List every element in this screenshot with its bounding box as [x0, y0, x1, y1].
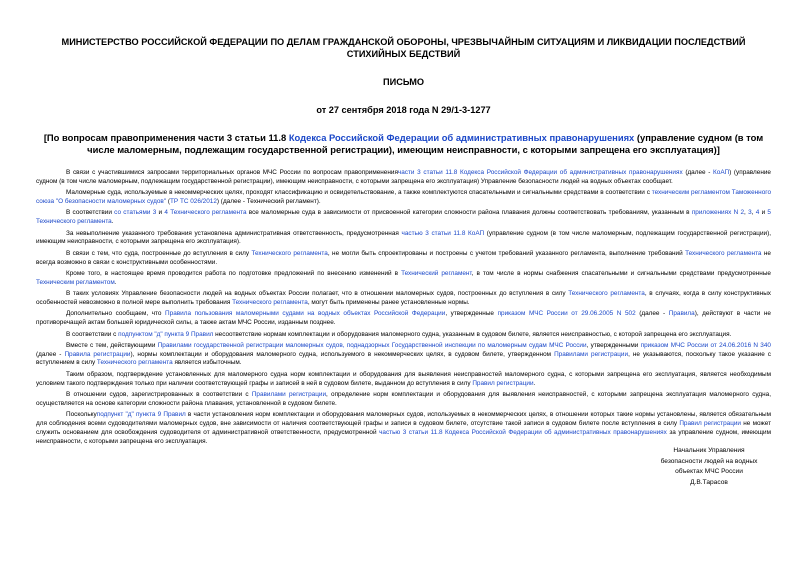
- text: В связи с тем, что суда, построенные до вступления в силу: [66, 249, 252, 257]
- link-tech-regulation[interactable]: Технического регламента: [96, 359, 173, 367]
- link-registration-rules[interactable]: Правил регистрации: [472, 379, 534, 387]
- text: ) (управление судном (в том числе маломерным, подлежащим государственной регистрации), имеющим неисправности, с которыми запрещена его эксплуатация) Управление безопасности людей на водных объектах сообщает.: [36, 169, 771, 185]
- signer-title-line-1: Начальник Управления: [673, 447, 745, 454]
- text: , утвержденными: [586, 341, 641, 349]
- link-article-3[interactable]: со статьями 3: [114, 209, 157, 217]
- link-tech-regulation[interactable]: Технического регламента: [232, 298, 308, 306]
- paragraph-5: [36, 250, 771, 268]
- signature-block: [650, 446, 768, 489]
- link-koap-part-3[interactable]: частью 3 статьи 11.8 КоАП: [401, 229, 485, 237]
- text: Дополнительно сообщаем, что: [66, 310, 166, 318]
- text: Вместе с тем, действующими: [66, 341, 158, 349]
- text: ), нормы комплектации и оборудования маломерного судна, используемого в некоммерческих целях, в судовом билете, утвержденном: [130, 350, 555, 358]
- link-article-4[interactable]: 4 Технического регламента: [164, 209, 247, 217]
- text: , в том числе в нормы снабжения спасательными и сигнальными средствами предусмотренные: [471, 269, 771, 277]
- text: В таких условиях Управление безопасности людей на водных объектах России полагает, что в отношении маломерных судов, построенных до вступления в силу: [66, 290, 569, 298]
- subject-text: [По вопросам правоприменения части 3 статьи 11.8: [43, 132, 289, 143]
- text: .: [114, 278, 117, 286]
- link-small-vessel-rules[interactable]: Правила пользования маломерными судами на водных объектах Российской Федерации: [165, 310, 446, 318]
- paragraph-2: [36, 189, 771, 207]
- link-order-340[interactable]: приказом МЧС России от 24.06.2016 N 340: [640, 341, 771, 349]
- link-registration-rules[interactable]: Правилами регистрации: [554, 350, 629, 358]
- text: и: [156, 209, 165, 217]
- subject-text: (управление судном (в том числе маломерным, подлежащим государственной регистрации), имеющим неисправности, с которыми запрещена его эксплуатация)]: [87, 132, 764, 155]
- paragraph-8: [36, 310, 771, 328]
- paragraph-6: [36, 270, 771, 288]
- text: Кроме того, в настоящее время проводится работа по подготовке предложений по внесению изменений в: [66, 269, 402, 277]
- link-koap[interactable]: КоАП: [713, 169, 730, 176]
- link-registration-rules[interactable]: Правилами государственной регистрации маломерных судов, поднадзорных Государственной инспекции по маломерным судам МЧС России: [157, 341, 587, 349]
- text: не может служить основанием для освобождения судоводителя от административной ответственности, предусмотренной: [36, 420, 772, 436]
- signer-title-line-2: безопасности людей на водных: [660, 457, 758, 465]
- link-appendix-5[interactable]: 5 Технического регламента: [36, 209, 771, 226]
- link-koap-article[interactable]: частью 3 статьи 11.8 Кодекса Российской Федерации об административных правонарушениях: [379, 428, 667, 436]
- letter-body: [36, 169, 771, 446]
- text: В соответствии с: [66, 330, 119, 338]
- link-appendix-4[interactable]: 4: [755, 209, 760, 217]
- text: , могут быть применены ранее установленные нормы.: [307, 298, 470, 306]
- subject-link-koap[interactable]: Кодекса Российской Федерации об административных правонарушениях: [288, 132, 635, 143]
- text: В соответствии: [66, 209, 115, 217]
- text: ), действуют в части не противоречащей актам большей юридической силы, а также актам МЧС России, изданным позднее.: [36, 310, 771, 327]
- text: .: [111, 218, 114, 226]
- paragraph-13: [36, 411, 771, 446]
- text: (далее -: [682, 169, 714, 176]
- link-tech-regulation[interactable]: Технического регламента: [685, 249, 762, 257]
- signer-name: Д.В.Тарасов: [690, 479, 728, 487]
- text: .: [533, 379, 536, 387]
- text: и: [759, 209, 768, 217]
- document-date-number: от 27 сентября 2018 года N 29/1-3-1277: [316, 105, 491, 115]
- text: , утвержденные: [445, 310, 498, 318]
- paragraph-7: [36, 290, 771, 308]
- link-subparagraph-d[interactable]: подпунктом "д" пункта 9 Правил: [118, 330, 214, 338]
- text: В связи с участившимися запросами территориальных органов МЧС России по вопросам правоприменения: [66, 169, 398, 176]
- text: ) (далее - Технический регламент).: [216, 197, 321, 205]
- paragraph-10: [36, 342, 771, 368]
- text: не всегда возможно в связи с конструктивными особенностями.: [36, 249, 771, 266]
- link-tech-regulation[interactable]: Технического регламента: [251, 249, 328, 257]
- text: несоответствие нормам комплектации и оборудования маломерного судна, указанным в судовом билете, является неисправностью, с которой запрещена его эксплуатация.: [213, 330, 732, 338]
- paragraph-12: [36, 391, 771, 409]
- text: (управление судном (в том числе маломерным, подлежащим государственной регистрации), имеющим неисправности, с которыми запрещена его эксплуатация).: [36, 229, 771, 246]
- link-registration-rules[interactable]: Правил регистрации: [679, 420, 742, 428]
- link-rules[interactable]: Правила: [668, 310, 695, 318]
- text: Маломерные суда, используемые в некоммерческих целях, проходят классификацию и освидетельствование, а также комплектуются спасательными и сигнальными средствами в соответствии с: [66, 189, 652, 197]
- text: в части установления норм комплектации и оборудования маломерных судов, используемых в некоммерческих целях, в отношении которых такие нормы установлены, является обязательным для соблюдения всеми судоводителями маломерных судов, вне зависимости от наличия соответствующей графы и записи в судовом билете, отсутствие такой записи в судовом билете после вступления в силу: [36, 411, 771, 428]
- paragraph-3: [36, 209, 771, 227]
- text: является избыточным.: [172, 359, 242, 367]
- paragraph-1: [36, 169, 771, 187]
- link-appendix-3[interactable]: 3: [748, 209, 752, 217]
- link-appendix-2[interactable]: приложениях N 2: [691, 209, 745, 217]
- text: ,: [751, 209, 756, 217]
- paragraph-11: [36, 371, 771, 389]
- link-subparagraph-d[interactable]: подпункт "д" пункта 9 Правил: [96, 411, 186, 419]
- link-tech-regulation[interactable]: Техническим регламентом: [36, 278, 115, 286]
- document-subject: [36, 132, 771, 156]
- text: (: [166, 197, 170, 205]
- link-tech-regulation[interactable]: Технического регламента: [568, 290, 645, 298]
- paragraph-4: [36, 230, 771, 248]
- link-order-502[interactable]: приказом МЧС России от 29.06.2005 N 502: [497, 310, 636, 318]
- issuing-organization: МИНИСТЕРСТВО РОССИЙСКОЙ ФЕДЕРАЦИИ ПО ДЕЛАМ ГРАЖДАНСКОЙ ОБОРОНЫ, ЧРЕЗВЫЧАЙНЫМ СИТУАЦИЯМ И ЛИКВИДАЦИИ ПОСЛЕДСТВИЙ СТИХИЙНЫХ БЕДСТВИЙ: [61, 37, 746, 59]
- link-registration-rules[interactable]: Правилами регистрации: [251, 391, 327, 399]
- text: За невыполнение указанного требования установлена административная ответственность, предусмотренная: [66, 229, 402, 237]
- text: В отношении судов, зарегистрированных в соответствии с: [66, 391, 252, 399]
- link-registration-rules[interactable]: Правила регистрации: [64, 350, 131, 358]
- text: (далее -: [635, 310, 669, 318]
- text: Таким образом, подтверждение установленных для маломерного судна норм комплектации и оборудования для выявления неисправностей маломерного судна, с которыми запрещена его эксплуатация, является необходимым условием такого подтверждения только при наличии соответствующей графы и записей в ней в судовом билете, выданном до вступления в силу: [36, 370, 771, 387]
- signer-title-line-3: объектах МЧС России: [675, 468, 743, 476]
- text: Поскольку: [66, 411, 97, 419]
- text: , определение норм комплектации и оборудования для выявления неисправностей, с которыми запрещена эксплуатация маломерного судна, осуществляется на основе категории сложности района плавания, установленной в судовом билете.: [36, 391, 771, 407]
- link-tech-regulation[interactable]: Технический регламент: [401, 269, 472, 277]
- text: ,: [744, 209, 749, 217]
- text: , не могли быть спроектированы и построены с учетом требований указанного регламента, выполнение требований: [327, 249, 686, 257]
- document-type: ПИСЬМО: [382, 77, 425, 87]
- text: за управление судном, имеющим неисправности, с которыми запрещена его эксплуатация.: [36, 428, 771, 445]
- link-tech-regulation[interactable]: техническим регламентом Таможенного союза "О безопасности маломерных судов": [36, 189, 771, 205]
- text: , в случаях, когда в силу конструктивных особенностей невозможно в полной мере выполнить требования: [36, 290, 772, 306]
- paragraph-9: [36, 331, 771, 340]
- text: (далее -: [36, 350, 65, 358]
- text: , не указываются, поскольку такое указание с вступлением в силу: [36, 350, 772, 367]
- link-tr-ts[interactable]: ТР ТС 026/2012: [170, 197, 217, 205]
- text: все маломерные суда в зависимости от присвоенной категории сложности района плавания должны соответствовать требованиям, указанным в: [246, 209, 692, 217]
- link-koap-article[interactable]: части 3 статьи 11.8 Кодекса Российской Федерации об административных правонарушениях: [397, 169, 683, 176]
